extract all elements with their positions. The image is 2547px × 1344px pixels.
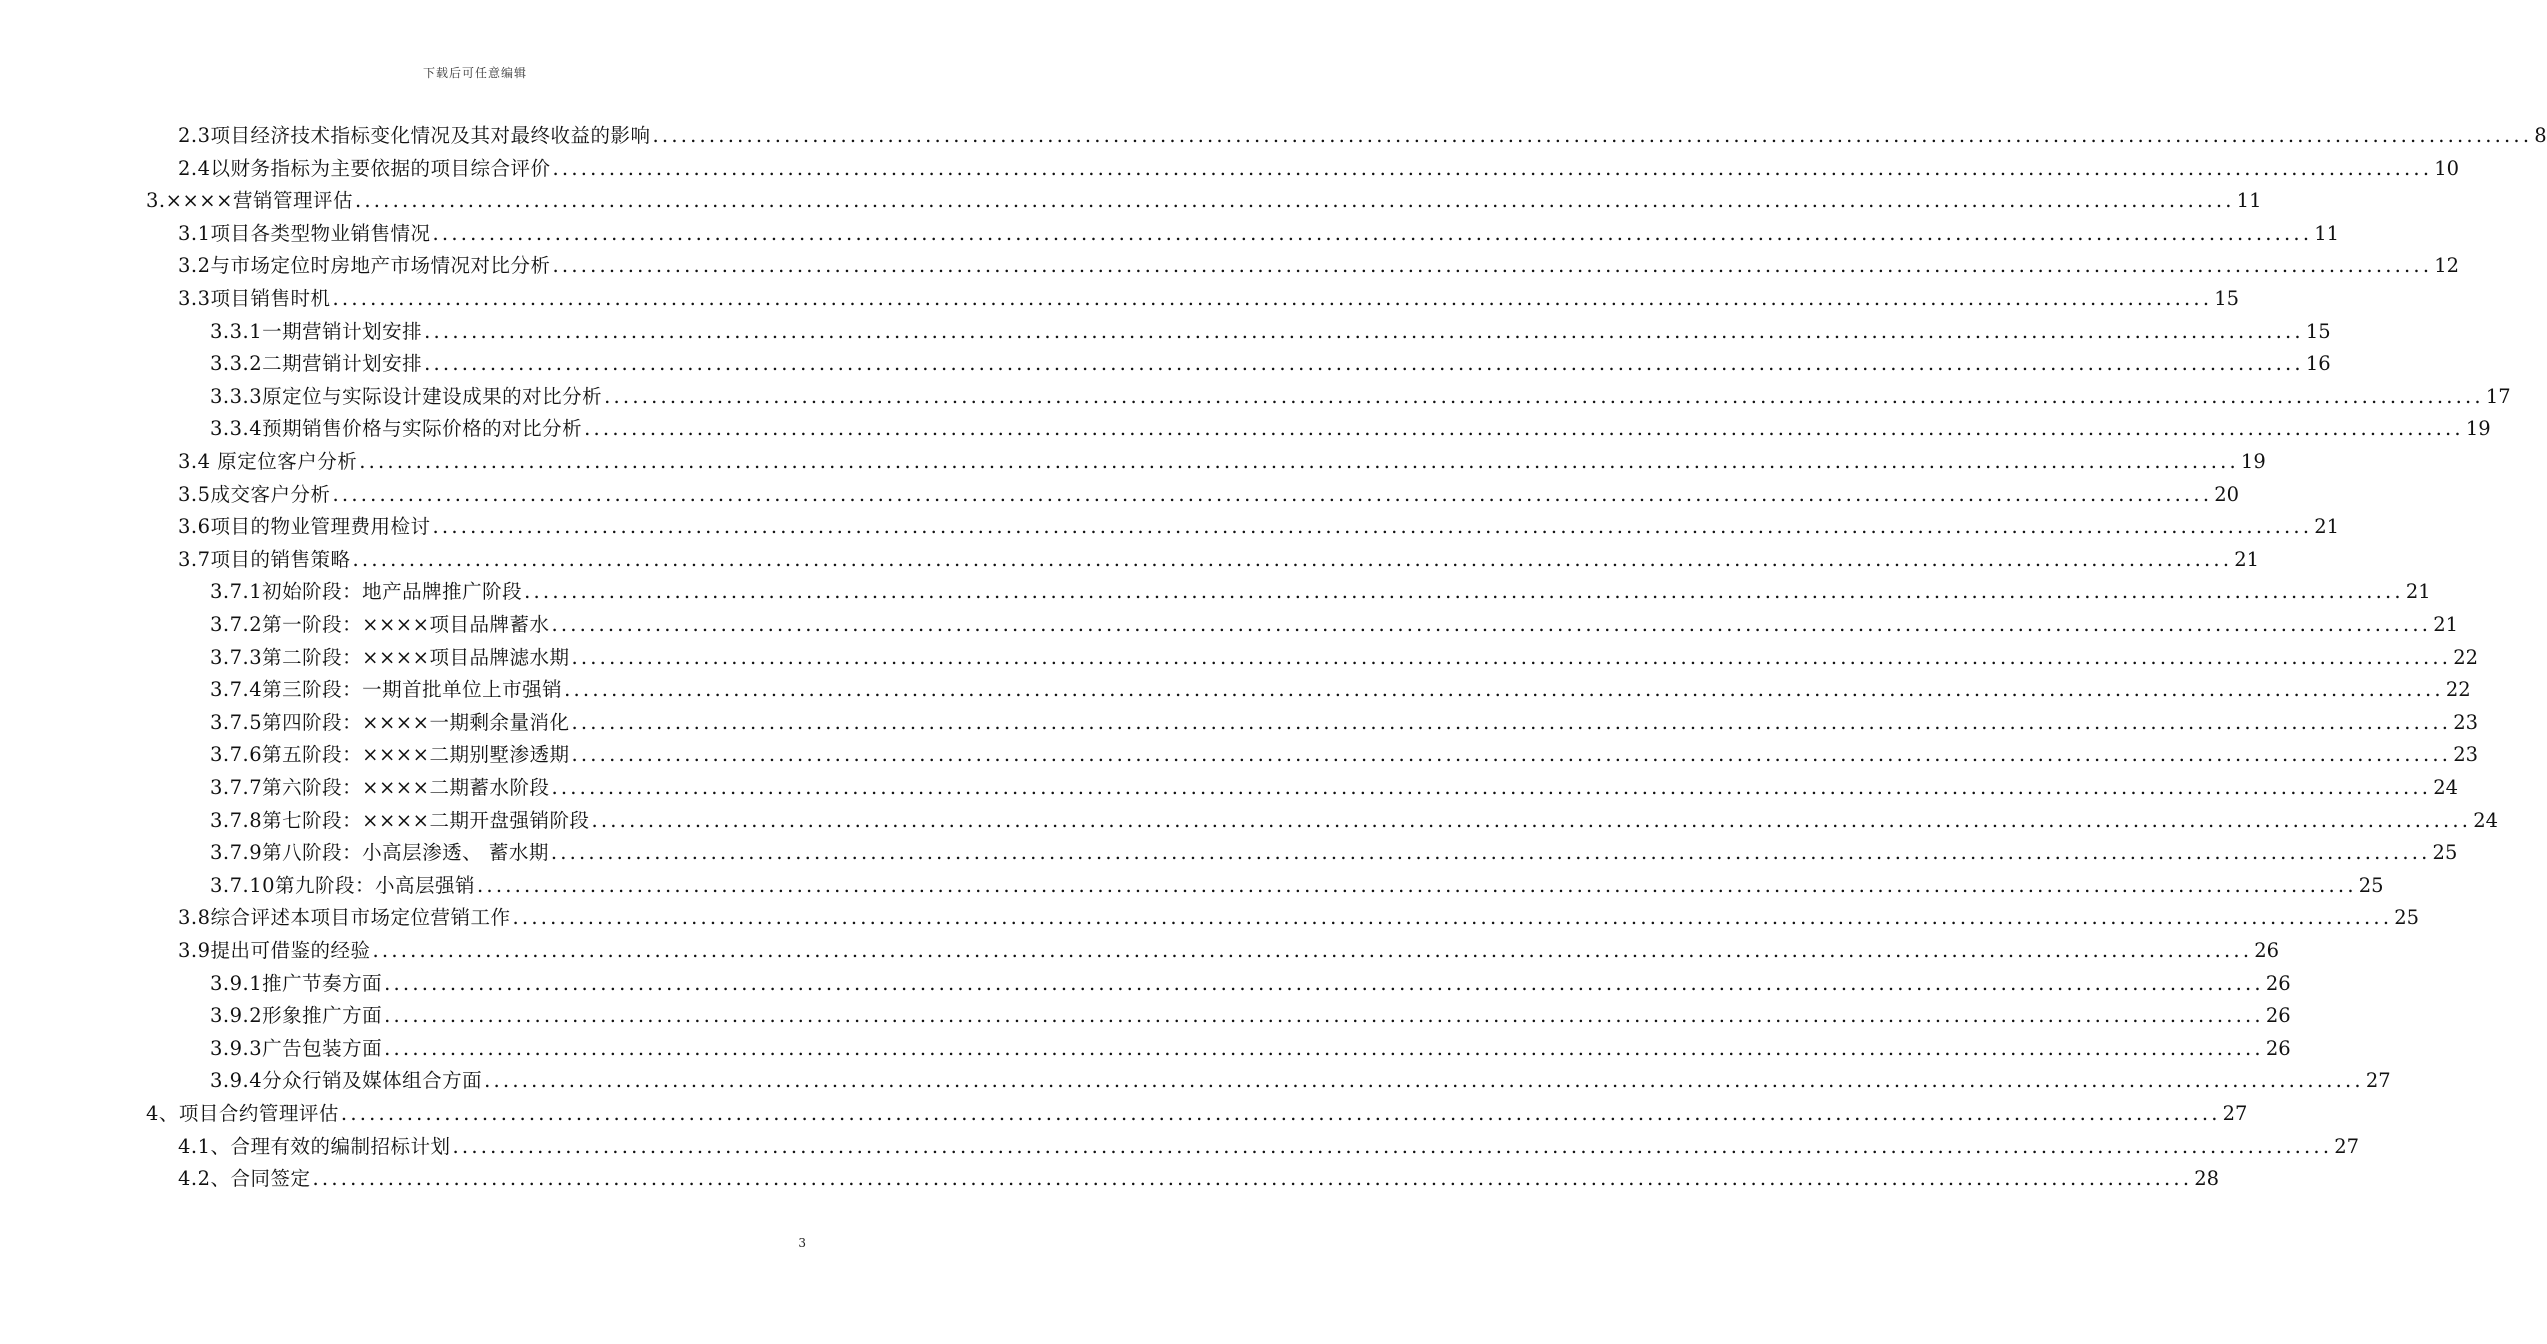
dot-leader: ........................................................................................................................................................................................................ xyxy=(584,417,2464,441)
dot-leader: ........................................................................................................................................................................................................ xyxy=(484,1069,2364,1093)
toc-entry-page: 26 xyxy=(2265,1036,2291,1060)
toc-entry[interactable] xyxy=(178,218,2340,250)
dot-leader: ........................................................................................................................................................................................................ xyxy=(424,352,2304,376)
toc-entry[interactable] xyxy=(210,739,2479,771)
dot-leader: ........................................................................................................................................................................................................ xyxy=(372,939,2253,962)
toc-entry[interactable] xyxy=(210,642,2479,674)
toc-entry-page: 21 xyxy=(2433,613,2459,636)
toc-entry-title: 3.9.1推广节奏方面 xyxy=(210,971,383,995)
dot-leader: ........................................................................................................................................................................................................ xyxy=(591,808,2472,832)
dot-leader: ........................................................................................................................................................................................................ xyxy=(352,547,2233,571)
toc-entry[interactable] xyxy=(178,544,2260,576)
dot-leader: ........................................................................................................................................................................................................ xyxy=(384,1036,2264,1060)
toc-entry-title: 3.3项目销售时机 xyxy=(178,287,331,310)
dot-leader: ........................................................................................................................................................................................................ xyxy=(332,482,2213,506)
toc-entry-title: 3.7项目的销售策略 xyxy=(178,547,351,571)
dot-leader: ........................................................................................................................................................................................................ xyxy=(312,1167,2193,1191)
toc-entry-page: 11 xyxy=(2314,221,2340,245)
dot-leader: ........................................................................................................................................................................................................ xyxy=(452,1134,2333,1158)
dot-leader: ........................................................................................................................................................................................................ xyxy=(524,580,2404,604)
page-header: 下载后可任意编辑 xyxy=(422,66,527,80)
toc-entry[interactable] xyxy=(210,316,2331,348)
page-number: 3 xyxy=(798,1236,806,1250)
dot-leader: ........................................................................................................................................................................................................ xyxy=(550,841,2431,865)
dot-leader: ........................................................................................................................................................................................................ xyxy=(551,776,2432,799)
dot-leader: ........................................................................................................................................................................................................ xyxy=(512,906,2393,930)
toc-entry-page: 27 xyxy=(2334,1134,2360,1158)
toc-entry[interactable] xyxy=(210,674,2471,706)
toc-entry-page: 21 xyxy=(2234,547,2260,571)
toc-entry-page: 25 xyxy=(2432,841,2458,865)
toc-entry-page: 10 xyxy=(2434,156,2460,180)
toc-entry-title: 3.7.8第七阶段：××××二期开盘强销阶段 xyxy=(210,808,590,832)
toc-entry[interactable] xyxy=(210,576,2431,608)
toc-entry-title: 3.3.1一期营销计划安排 xyxy=(210,319,423,343)
toc-entry-title: 3.7.2第一阶段：××××项目品牌蓄水 xyxy=(210,613,550,636)
toc-entry[interactable] xyxy=(146,185,2262,217)
toc-entry[interactable] xyxy=(178,250,2460,282)
toc-entry-page: 26 xyxy=(2254,939,2280,962)
toc-entry-title: 3.8综合评述本项目市场定位营销工作 xyxy=(178,906,511,930)
toc-entry[interactable] xyxy=(178,479,2240,511)
toc-entry-page: 19 xyxy=(2240,450,2266,473)
dot-leader: ........................................................................................................................................................................................................ xyxy=(551,613,2432,636)
toc-entry[interactable] xyxy=(178,153,2460,185)
toc-entry[interactable] xyxy=(210,1065,2391,1097)
toc-entry[interactable] xyxy=(178,283,2240,315)
toc-entry-title: 2.4以财务指标为主要依据的项目综合评价 xyxy=(178,156,551,180)
toc-entry-title: 3.7.4第三阶段：一期首批单位上市强销 xyxy=(210,678,563,702)
toc-entry[interactable] xyxy=(146,1098,2248,1130)
toc-entry-title: 3.9.2形象推广方面 xyxy=(210,1004,383,1028)
toc-entry-page: 20 xyxy=(2214,482,2240,506)
dot-leader: ........................................................................................................................................................................................................ xyxy=(571,645,2452,669)
toc-entry[interactable] xyxy=(210,805,2499,837)
toc-entry-page: 16 xyxy=(2305,352,2331,376)
toc-entry-title: 3.7.10第九阶段：小高层强销 xyxy=(210,873,476,897)
toc-entry[interactable] xyxy=(210,1000,2291,1032)
toc-entry-title: 3.9提出可借鉴的经验 xyxy=(178,939,371,962)
toc-entry-title: 3.7.1初始阶段：地产品牌推广阶段 xyxy=(210,580,523,604)
dot-leader: ........................................................................................................................................................................................................ xyxy=(571,743,2452,767)
toc-entry-page: 12 xyxy=(2434,254,2460,278)
toc-entry-page: 21 xyxy=(2314,515,2340,539)
toc-entry-title: 3.5成交客户分析 xyxy=(178,482,331,506)
toc-entry-title: 4.1、合理有效的编制招标计划 xyxy=(178,1134,451,1158)
toc-entry[interactable] xyxy=(210,968,2291,1000)
dot-leader: ........................................................................................................................................................................................................ xyxy=(604,384,2484,408)
dot-leader: ........................................................................................................................................................................................................ xyxy=(564,678,2444,702)
toc-entry-page: 26 xyxy=(2265,971,2291,995)
toc-entry[interactable] xyxy=(178,1131,2360,1163)
toc-entry[interactable] xyxy=(178,120,2547,152)
toc-entry-title: 3.3.2二期营销计划安排 xyxy=(210,352,423,376)
toc-entry-title: 3.6项目的物业管理费用检讨 xyxy=(178,515,431,539)
toc-entry[interactable] xyxy=(210,1033,2291,1065)
toc-entry-page: 15 xyxy=(2305,319,2331,343)
toc-entry-title: 3.1项目各类型物业销售情况 xyxy=(178,221,431,245)
dot-leader: ........................................................................................................................................................................................................ xyxy=(332,287,2213,310)
dot-leader: ........................................................................................................................................................................................................ xyxy=(552,254,2433,278)
toc-entry-page: 17 xyxy=(2485,384,2511,408)
dot-leader: ........................................................................................................................................................................................................ xyxy=(384,971,2264,995)
toc-entry[interactable] xyxy=(210,707,2479,739)
dot-leader: ........................................................................................................................................................................................................ xyxy=(432,515,2313,539)
toc-entry[interactable] xyxy=(210,772,2459,804)
toc-entry-page: 27 xyxy=(2365,1069,2391,1093)
toc-entry-title: 3.2与市场定位时房地产市场情况对比分析 xyxy=(178,254,551,278)
toc-entry-page: 25 xyxy=(2358,873,2384,897)
toc-entry-page: 28 xyxy=(2194,1167,2220,1191)
toc-entry-page: 25 xyxy=(2394,906,2420,930)
toc-entry-page: 23 xyxy=(2453,743,2479,767)
dot-leader: ........................................................................................................................................................................................................ xyxy=(652,124,2533,147)
toc-entry-title: 3.9.4分众行销及媒体组合方面 xyxy=(210,1069,483,1093)
dot-leader: ........................................................................................................................................................................................................ xyxy=(477,873,2357,897)
toc-entry-page: 11 xyxy=(2236,189,2262,213)
toc-entry[interactable] xyxy=(210,870,2384,902)
toc-entry-title: 3.7.7第六阶段：××××二期蓄水阶段 xyxy=(210,776,550,799)
toc-entry[interactable] xyxy=(178,511,2340,543)
toc-entry-title: 3.9.3广告包装方面 xyxy=(210,1036,383,1060)
toc-entry-title: 3.7.6第五阶段：××××二期别墅渗透期 xyxy=(210,743,570,767)
toc-entry[interactable] xyxy=(210,609,2459,641)
toc-entry-page: 27 xyxy=(2222,1102,2248,1125)
toc-entry-page: 26 xyxy=(2265,1004,2291,1028)
toc-entry[interactable] xyxy=(178,446,2266,478)
toc-entry-title: 4.2、合同签定 xyxy=(178,1167,311,1191)
toc-entry-page: 15 xyxy=(2214,287,2240,310)
toc-entry-title: 3.4 原定位客户分析 xyxy=(178,450,358,473)
toc-entry-title: 3.3.3原定位与实际设计建设成果的对比分析 xyxy=(210,384,603,408)
toc-entry-page: 22 xyxy=(2445,678,2471,702)
toc-entry-title: 3.3.4预期销售价格与实际价格的对比分析 xyxy=(210,417,583,441)
dot-leader: ........................................................................................................................................................................................................ xyxy=(552,156,2433,180)
toc-entry[interactable] xyxy=(178,1163,2220,1195)
dot-leader: ........................................................................................................................................................................................................ xyxy=(354,189,2235,213)
toc-entry[interactable] xyxy=(210,381,2511,413)
dot-leader: ........................................................................................................................................................................................................ xyxy=(384,1004,2264,1028)
toc-entry-page: 21 xyxy=(2405,580,2431,604)
dot-leader: ........................................................................................................................................................................................................ xyxy=(432,221,2313,245)
toc-entry-title: 2.3项目经济技术指标变化情况及其对最终收益的影响 xyxy=(178,124,651,147)
toc-entry-page: 22 xyxy=(2453,645,2479,669)
toc-entry[interactable] xyxy=(178,902,2420,934)
toc-entry-page: 24 xyxy=(2433,776,2459,799)
toc-entry-title: 3.7.9第八阶段：小高层渗透、 蓄水期 xyxy=(210,841,549,865)
toc-entry-title: 3.××××营销管理评估 xyxy=(146,189,353,213)
toc-entry[interactable] xyxy=(210,348,2331,380)
toc-entry-title: 3.7.3第二阶段：××××项目品牌滤水期 xyxy=(210,645,570,669)
toc-entry-page: 23 xyxy=(2453,710,2479,734)
dot-leader: ........................................................................................................................................................................................................ xyxy=(424,319,2304,343)
toc-entry[interactable] xyxy=(178,935,2280,967)
toc-entry[interactable] xyxy=(210,837,2458,869)
dot-leader: ........................................................................................................................................................................................................ xyxy=(359,450,2239,473)
dot-leader: ........................................................................................................................................................................................................ xyxy=(571,710,2452,734)
toc-entry-title: 3.7.5第四阶段：××××一期剩余量消化 xyxy=(210,710,570,734)
toc-entry[interactable] xyxy=(210,413,2491,445)
toc-entry-title: 4、项目合约管理评估 xyxy=(146,1102,339,1125)
toc-entry-page: 19 xyxy=(2465,417,2491,441)
dot-leader: ........................................................................................................................................................................................................ xyxy=(340,1102,2221,1125)
toc-entry-page: 24 xyxy=(2473,808,2499,832)
toc-entry-page: 8 xyxy=(2534,124,2547,147)
